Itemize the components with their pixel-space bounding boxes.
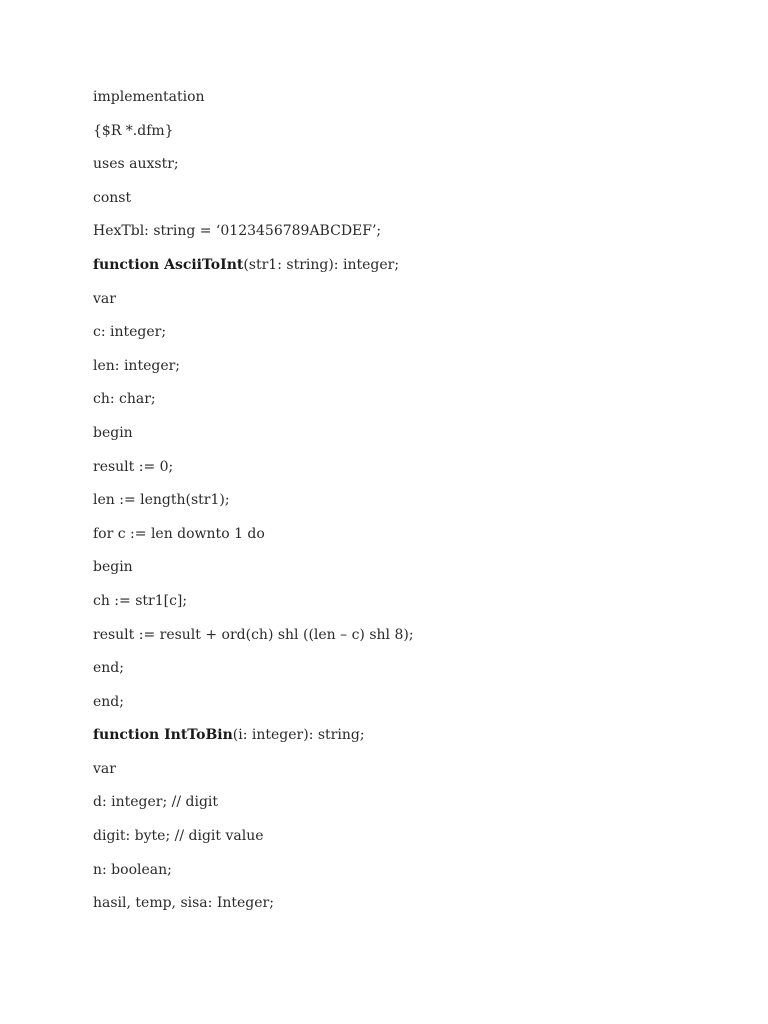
code-line: begin xyxy=(93,424,133,441)
code-line: for c := len downto 1 do xyxy=(93,525,265,542)
code-line: HexTbl: string = ‘0123456789ABCDEF’; xyxy=(93,223,382,240)
function-name: AsciiToInt xyxy=(164,256,244,273)
code-line: ch: char; xyxy=(93,391,156,408)
code-line: var xyxy=(93,760,116,777)
code-line: uses auxstr; xyxy=(93,156,179,173)
function-signature: (i: integer): string; xyxy=(232,727,365,744)
code-line: d: integer; // digit xyxy=(93,794,219,811)
function-keyword: function xyxy=(93,727,165,744)
function-declaration-line xyxy=(93,254,414,288)
code-line: c: integer; xyxy=(93,324,167,341)
code-line: {$R *.dfm} xyxy=(93,122,174,139)
function-name: IntToBin xyxy=(164,727,233,744)
code-line: len: integer; xyxy=(93,357,181,374)
code-line: result := 0; xyxy=(93,458,174,475)
code-line: end; xyxy=(93,660,124,677)
code-line: result := result + ord(ch) shl ((len – c) shl 8); xyxy=(93,626,414,643)
code-line: n: boolean; xyxy=(93,861,172,878)
code-line: hasil, temp, sisa: Integer; xyxy=(93,895,274,912)
function-keyword: function xyxy=(93,256,165,273)
code-listing xyxy=(93,86,414,926)
code-line: digit: byte; // digit value xyxy=(93,828,264,845)
code-line: var xyxy=(93,290,116,307)
code-line: implementation xyxy=(93,89,205,105)
function-declaration-line xyxy=(93,724,414,758)
code-line: len := length(str1); xyxy=(93,492,230,509)
code-line: const xyxy=(93,189,132,206)
code-line: end; xyxy=(93,693,124,710)
code-line: ch := str1[c]; xyxy=(93,592,188,609)
code-line: begin xyxy=(93,559,133,576)
function-signature: (str1: string): integer; xyxy=(243,256,400,273)
